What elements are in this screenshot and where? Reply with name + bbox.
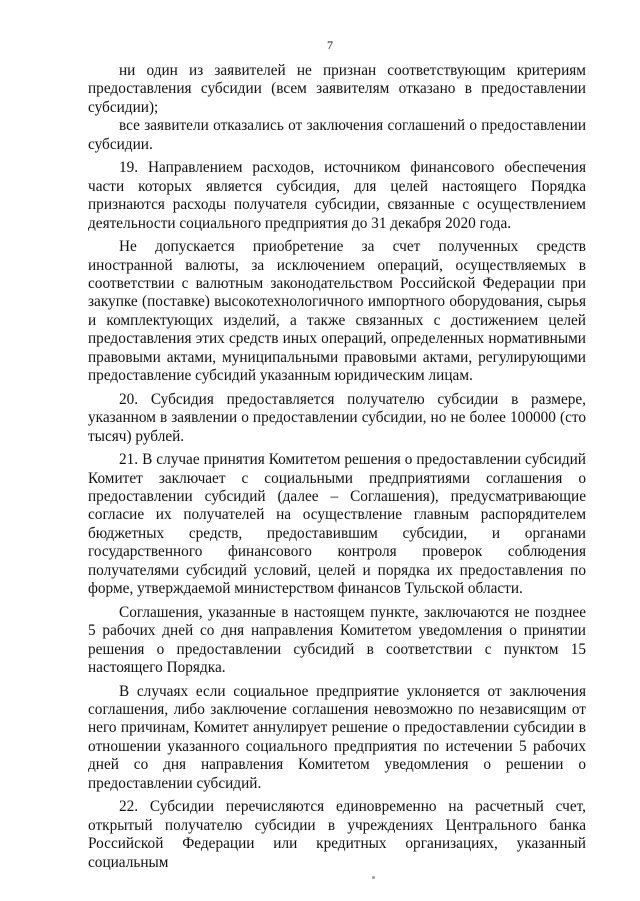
paragraph-criteria-not-met: ни один из заявителей не признан соответствующим критериям предоставления субсидии (всем заявителям отказано в предоставлении субсидии);	[88, 62, 586, 116]
paragraph-21: 21. В случае принятия Комитетом решения о предоставлении субсидий Комитет заключает с социальными предприятиями соглашения о предоставлении субсидий (далее – Соглашения), предусматривающие согласие их получателей на осуществление главным распорядителем бюджетных средств, предоставившим субсидии, и органами государственного финансового контроля проверок соблюдения получателями субсидий условий, целей и порядка их предоставления по форме, утверждаемой министерством финансов Тульской области.	[88, 451, 586, 598]
paragraph-applicants-refused: все заявители отказались от заключения соглашений о предоставлении субсидии.	[88, 117, 586, 153]
paragraph-currency-restriction: Не допускается приобретение за счет полученных средств иностранной валюты, за исключением операций, осуществляемых в соответствии с валютным законодательством Российской Федерации при закупке (поставке) высокотехнологичного импортного оборудования, сырья и комплектующих изделий, а также связанных с достижением целей предоставления этих средств иных операций, определенных нормативными правовыми актами, муниципальными правовыми актами, регулирующими предоставление субсидий указанным юридическим лицам.	[88, 238, 586, 385]
document-body	[88, 62, 586, 872]
paragraph-agreements-deadline: Соглашения, указанные в настоящем пункте, заключаются не позднее 5 рабочих дней со дня направления Комитетом уведомления о принятии решения о предоставлении субсидий в соответствии с пунктом 15 настоящего Порядка.	[88, 603, 586, 677]
scan-dot	[372, 876, 375, 879]
page-number: 7	[327, 38, 333, 52]
paragraph-20: 20. Субсидия предоставляется получателю субсидии в размере, указанном в заявлении о предоставлении субсидии, но не более 100000 (сто тысяч) рублей.	[88, 390, 586, 445]
paragraph-evasion-cancellation: В случаях если социальное предприятие уклоняется от заключения соглашения, либо заключение соглашения невозможно по независящим от него причинам, Комитет аннулирует решение о предоставлении субсидии в отношении указанного социального предприятия по истечении 5 рабочих дней со дня направления Комитетом уведомления о решении о предоставлении субсидий.	[88, 682, 586, 792]
paragraph-22: 22. Субсидии перечисляются единовременно на расчетный счет, открытый получателю субсидии в учреждениях Центрального банка Российской Федерации или кредитных организациях, указанный социальным	[88, 798, 586, 871]
paragraph-19: 19. Направлением расходов, источником финансового обеспечения части которых является субсидия, для целей настоящего Порядка признаются расходы получателя субсидии, связанные с осуществлением деятельности социального предприятия до 31 декабря 2020 года.	[88, 159, 586, 232]
